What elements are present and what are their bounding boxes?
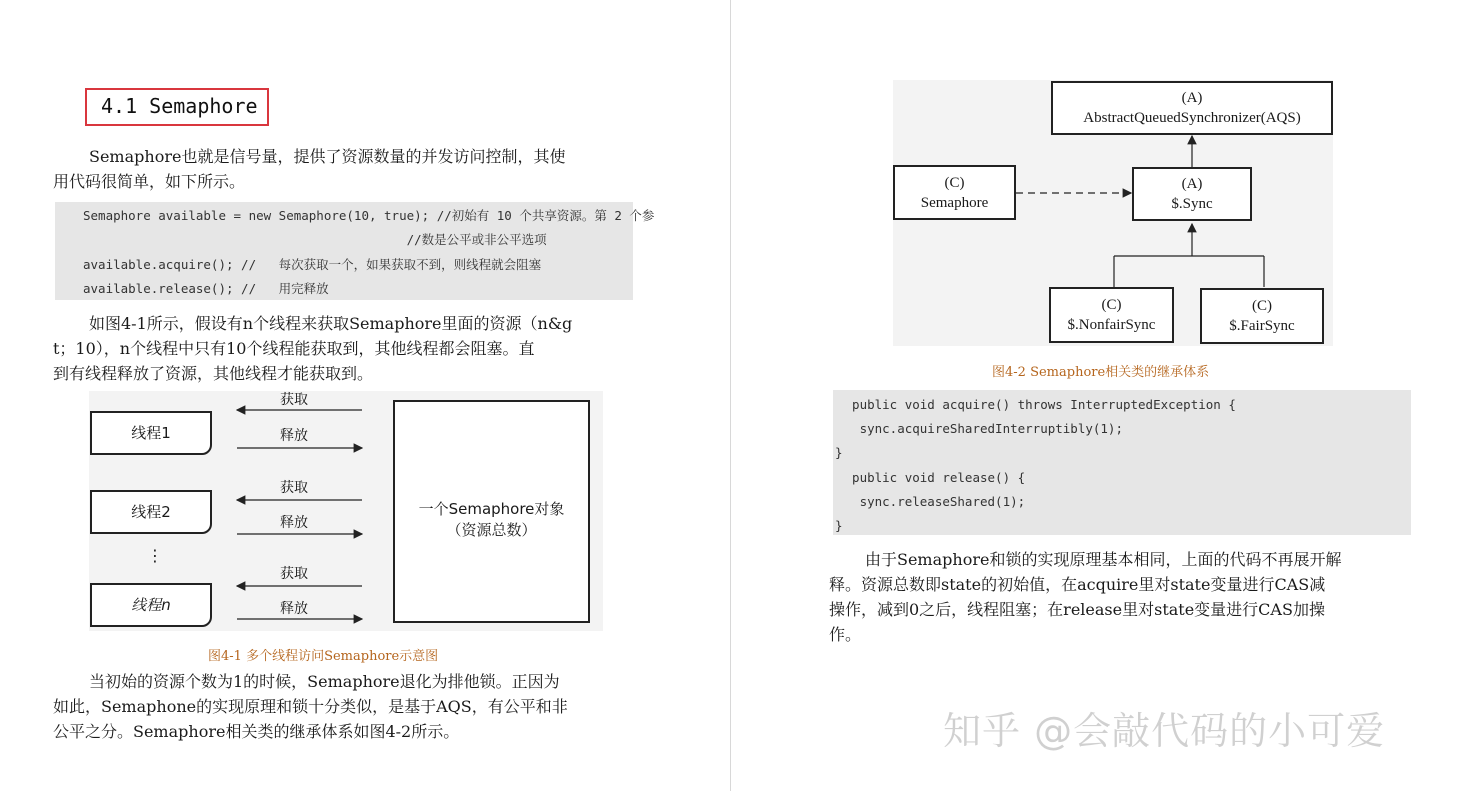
- thread-1-box: 线程1: [90, 411, 212, 455]
- text-line: t；10），n个线程中只有10个线程能获取到，其他线程都会阻塞。直: [53, 339, 535, 358]
- paragraph-2: [53, 311, 572, 386]
- fair-name: $.FairSync: [1229, 318, 1295, 334]
- text-line: 当初始的资源个数为1的时候，Semaphore退化为排他锁。正因为: [89, 672, 560, 691]
- thread-n-box: 线程n: [90, 583, 212, 627]
- text-line: 由于Semaphore和锁的实现原理基本相同，上面的代码不再展开解: [865, 550, 1342, 569]
- code-block-1: [55, 202, 655, 300]
- figure-semaphore-threads: [89, 391, 603, 631]
- text-line: 如此，Semaphone的实现原理和锁十分类似，是基于AQS，有公平和非: [53, 697, 568, 716]
- code-line: }: [835, 445, 843, 460]
- nonfair-name: $.NonfairSync: [1067, 317, 1156, 333]
- code-line: public void release() {: [837, 470, 1026, 485]
- nonfair-stereotype: (C): [1101, 297, 1122, 313]
- aqs-class-box: [1051, 81, 1333, 135]
- semaphore-name: Semaphore: [920, 194, 989, 211]
- semaphore-box-line1: 一个Semaphore对象: [418, 500, 565, 518]
- text-line: 作。: [829, 625, 862, 644]
- text-line: 如图4-1所示，假设有n个线程来获取Semaphore里面的资源（n&g: [89, 314, 573, 333]
- text-line: 公平之分。Semaphore相关类的继承体系如图4-2所示。: [53, 722, 460, 741]
- code-line: available.release(); // 用完释放: [83, 281, 329, 296]
- release-label: 释放: [280, 515, 308, 531]
- sync-name: $.Sync: [1171, 196, 1213, 212]
- fair-stereotype: (C): [1252, 298, 1272, 314]
- page-divider: [730, 0, 731, 791]
- code-line: sync.acquireSharedInterruptibly(1);: [837, 421, 1123, 436]
- acquire-label: 获取: [280, 480, 308, 496]
- semaphore-box-line2: （资源总数）: [446, 521, 537, 539]
- acquire-label: 获取: [280, 392, 308, 408]
- text-line: 到有线程释放了资源，其他线程才能获取到。: [53, 364, 374, 383]
- figure-2-caption: 图4-2 Semaphore相关类的继承体系: [992, 365, 1210, 380]
- watermark: 知乎 @会敲代码的小可爱: [943, 709, 1386, 753]
- code-line: Semaphore available = new Semaphore(10, true); //初始有 10 个共享资源。第 2 个参: [83, 208, 655, 223]
- aqs-name: AbstractQueuedSynchronizer(AQS): [1083, 110, 1301, 126]
- release-label: 释放: [280, 601, 308, 617]
- figure-class-hierarchy: [893, 80, 1333, 346]
- release-label: 释放: [280, 428, 308, 444]
- thread-2-box: 线程2: [90, 490, 212, 534]
- sync-class-box: [1132, 167, 1252, 221]
- code-line: available.acquire(); // 每次获取一个，如果获取不到，则线程就会阻塞: [83, 257, 542, 272]
- text-line: 用代码很简单，如下所示。: [53, 172, 246, 191]
- paragraph-3: [53, 669, 568, 744]
- semaphore-stereotype: (C): [944, 174, 965, 191]
- code-line: }: [835, 518, 843, 533]
- semaphore-class-box: [893, 165, 1016, 220]
- code-block-2: [833, 390, 1411, 535]
- intro-paragraph: [53, 144, 565, 194]
- code-line: //数是公平或非公平选项: [83, 232, 547, 247]
- section-title: 4.1 Semaphore: [85, 88, 269, 126]
- text-line: 释。资源总数即state的初始值，在acquire里对state变量进行CAS减: [829, 575, 1326, 594]
- text-line: 操作，减到0之后，线程阻塞；在release里对state变量进行CAS加操: [829, 600, 1325, 619]
- figure-1-caption: 图4-1 多个线程访问Semaphore示意图: [208, 649, 439, 664]
- ellipsis-dots: ⋮: [147, 546, 163, 565]
- fairsync-class-box: [1200, 288, 1324, 344]
- code-line: public void acquire() throws InterruptedException {: [837, 397, 1236, 412]
- acquire-label: 获取: [280, 566, 308, 582]
- semaphore-object-box: [393, 400, 590, 623]
- right-paragraph: [829, 547, 1341, 647]
- aqs-stereotype: (A): [1181, 90, 1203, 106]
- text-line: Semaphore也就是信号量，提供了资源数量的并发访问控制，其使: [89, 147, 566, 166]
- code-line: sync.releaseShared(1);: [837, 494, 1026, 509]
- sync-stereotype: (A): [1181, 176, 1203, 192]
- nonfairsync-class-box: [1049, 287, 1174, 343]
